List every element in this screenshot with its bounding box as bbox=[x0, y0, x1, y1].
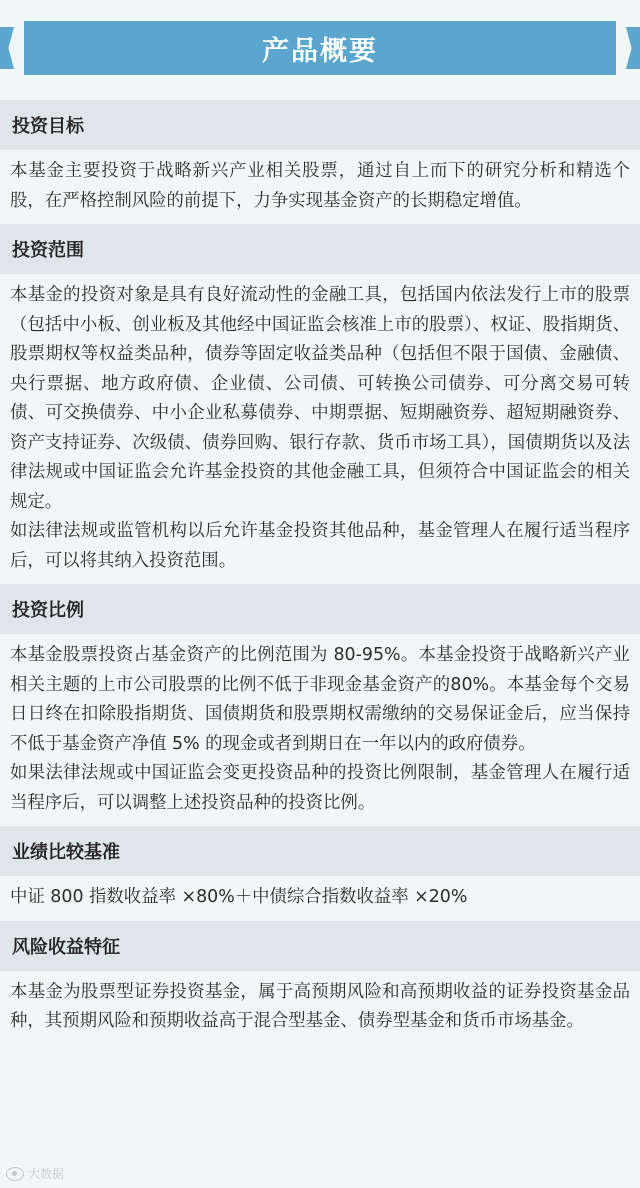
section-body bbox=[0, 971, 640, 1045]
paragraph: 如果法律法规或中国证监会变更投资品种的投资比例限制，基金管理人在履行适当程序后，可以调整上述投资品种的投资比例。 bbox=[10, 763, 630, 813]
watermark-logo-icon bbox=[6, 1167, 24, 1181]
section-body bbox=[0, 634, 640, 826]
section-benchmark bbox=[0, 826, 640, 921]
section-body bbox=[0, 150, 640, 224]
banner-left-ribbon bbox=[0, 27, 14, 69]
section-heading: 投资比例 bbox=[0, 584, 640, 634]
section-heading: 风险收益特征 bbox=[0, 921, 640, 971]
watermark-text: 大数据 bbox=[28, 1167, 65, 1181]
section-heading: 业绩比较基准 bbox=[0, 826, 640, 876]
banner-bar bbox=[24, 21, 616, 75]
content bbox=[0, 100, 640, 1045]
paragraph: 本基金的投资对象是具有良好流动性的金融工具，包括国内依法发行上市的股票（包括中小板、创业板及其他经中国证监会核准上市的股票）、权证、股指期货、股票期权等权益类品种，债券等固定收益类品种（包括但不限于国债、金融债、央行票据、地方政府债、企业债、公司债、可转换公司债券、可分离交易可转债、可交换债券、中小企业私募债券、中期票据、短期融资券、超短期融资券、资产支持证券、次级债、债券回购、银行存款、货币市场工具），国债期货以及法律法规或中国证监会允许基金投资的其他金融工具，但须符合中国证监会的相关规定。 bbox=[10, 285, 630, 512]
paragraph: 本基金为股票型证券投资基金，属于高预期风险和高预期收益的证券投资基金品种，其预期风险和预期收益高于混合型基金、债券型基金和货币市场基金。 bbox=[10, 981, 630, 1031]
section-risk-return bbox=[0, 921, 640, 1045]
section-body bbox=[0, 876, 640, 921]
banner-right-ribbon bbox=[626, 27, 640, 69]
section-heading: 投资范围 bbox=[0, 224, 640, 274]
section-investment-objective bbox=[0, 100, 640, 224]
section-investment-ratio bbox=[0, 584, 640, 826]
watermark bbox=[6, 1165, 64, 1182]
paragraph: 本基金主要投资于战略新兴产业相关股票，通过自上而下的研究分析和精选个股，在严格控制风险的前提下，力争实现基金资产的长期稳定增值。 bbox=[10, 161, 630, 211]
page-title: 产品概要 bbox=[262, 35, 378, 67]
title-banner bbox=[0, 21, 640, 75]
paragraph: 如法律法规或监管机构以后允许基金投资其他品种，基金管理人在履行适当程序后，可以将其纳入投资范围。 bbox=[10, 521, 630, 571]
paragraph: 本基金股票投资占基金资产的比例范围为 80-95%。本基金投资于战略新兴产业相关主题的上市公司股票的比例不低于非现金基金资产的80%。本基金每个交易日日终在扣除股指期货、国债期货和股票期权需缴纳的交易保证金后，应当保持不低于基金资产净值 5% 的现金或者到期日在一年以内的政府债券。 bbox=[10, 645, 630, 754]
paragraph: 中证 800 指数收益率 ×80%＋中债综合指数收益率 ×20% bbox=[10, 887, 468, 907]
section-investment-scope bbox=[0, 224, 640, 584]
section-heading: 投资目标 bbox=[0, 100, 640, 150]
section-body bbox=[0, 274, 640, 584]
